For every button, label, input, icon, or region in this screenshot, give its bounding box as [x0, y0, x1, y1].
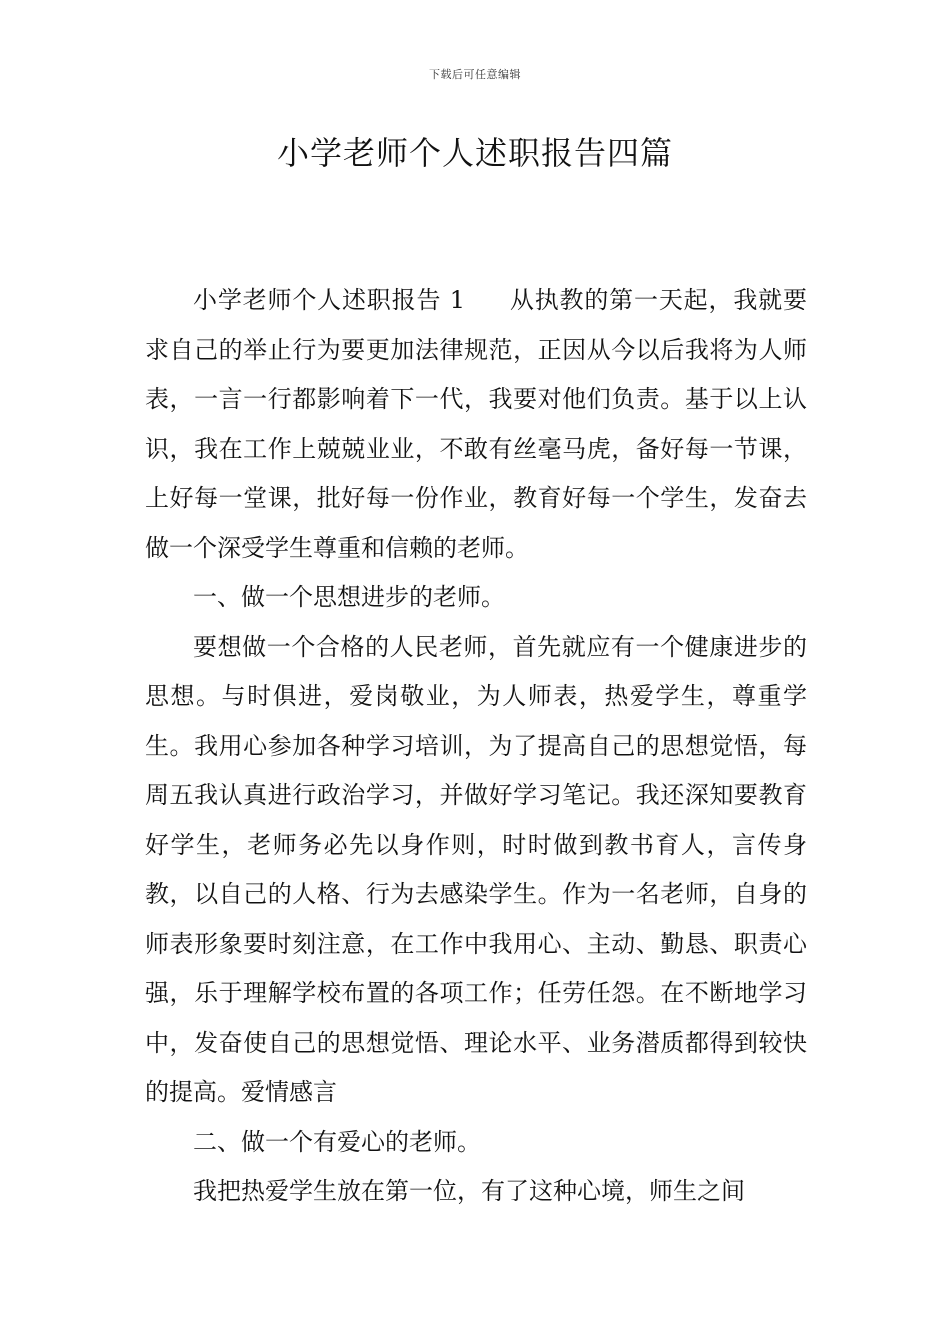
- section-heading-1: 一、做一个思想进步的老师。: [193, 583, 505, 611]
- document-title: 小学老师个人述职报告四篇: [276, 134, 673, 172]
- paragraph-text: 从执教的第一天起，我就要求自己的举止行为要更加法律规范，正因从今以后我将为人师表，一言一行都影响着下一代，我要对他们负责。基于以上认识，我在工作上兢兢业业，不敢有丝毫马虎，备好每一节课，上好每一堂课，批好每一份作业，教育好每一个学生，发奋去做一个深受学生尊重和信赖的老师。: [145, 286, 807, 562]
- section-heading-2: 二、做一个有爱心的老师。: [193, 1127, 481, 1156]
- paragraph-text: 要想做一个合格的人民老师，首先就应有一个健康进步的思想。与时俱进，爱岗敬业，为人师表，热爱学生，尊重学生。我用心参加各种学习培训，为了提高自己的思想觉悟，每周五我认真进行政治学习，并做好学习笔记。我还深知要教育好学生，老师务必先以身作则，时时做到教书育人，言传身教，以自己的人格、行为去感染学生。作为一名老师，自身的师表形象要时刻注意，在工作中我用心、主动、勤恳、职责心强，乐于理解学校布置的各项工作；任劳任怨。在不断地学习中，发奋使自己的思想觉悟、理论水平、业务潜质都得到较快的提高。爱情感言: [145, 632, 807, 1106]
- section-label: 小学老师个人述职报告 1: [193, 286, 466, 314]
- paragraph-intro: [145, 276, 807, 573]
- paragraph-text: 我把热爱学生放在第一位，有了这种心境，师生之间: [193, 1177, 745, 1205]
- header-note: 下载后可任意编辑: [429, 68, 521, 81]
- document-body: [145, 276, 807, 1217]
